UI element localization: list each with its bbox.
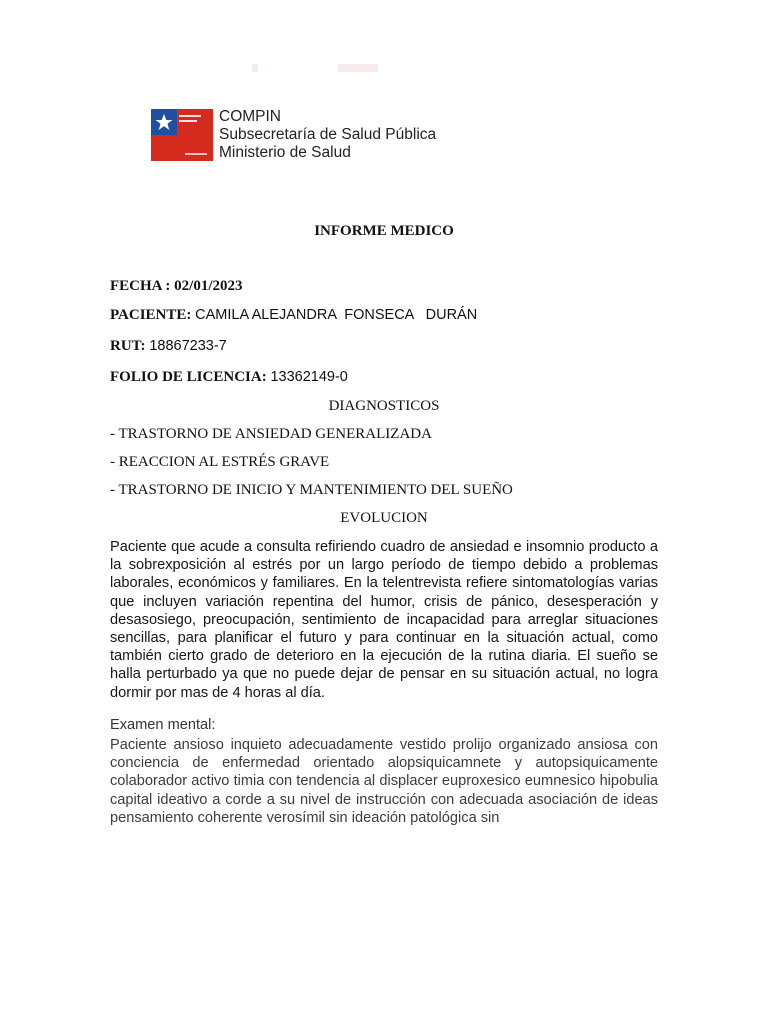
rut-label: RUT:	[110, 338, 146, 354]
paciente-label: PACIENTE:	[110, 307, 192, 323]
fecha-field: FECHA : 02/01/2023	[110, 278, 243, 294]
diagnostico-item: - TRASTORNO DE INICIO Y MANTENIMIENTO DEL SUEÑO	[110, 482, 513, 498]
faint-mark	[252, 64, 258, 72]
report-title: INFORME MEDICO	[314, 223, 454, 239]
folio-label: FOLIO DE LICENCIA:	[110, 369, 267, 385]
paciente-value: CAMILA ALEJANDRA FONSECA DURÁN	[195, 307, 478, 323]
folio-field	[110, 369, 348, 386]
rut-field	[110, 338, 227, 355]
faint-mark	[338, 64, 378, 72]
org-ministerio: Ministerio de Salud	[219, 144, 351, 161]
ministerio-logo	[151, 109, 213, 161]
org-subsecretaria: Subsecretaría de Salud Pública	[219, 126, 437, 143]
header-organization	[219, 108, 436, 162]
diagnostico-item: - TRASTORNO DE ANSIEDAD GENERALIZADA	[110, 426, 432, 442]
rut-value: 18867233-7	[149, 338, 227, 354]
org-name: COMPIN	[219, 108, 281, 125]
paciente-field	[110, 307, 477, 324]
diagnosticos-heading: DIAGNOSTICOS	[328, 398, 440, 414]
examen-mental-paragraph: Paciente ansioso inquieto adecuadamente vestido prolijo organizado ansiosa con conciencia de enfermedad orientado alopsiquicamnete y autopsiquicamente colaborador activo timia con tendencia al displacer euproxesico eumnesico hipobulia capital ideativo a corde a su nivel de instrucción con adecuada asociación de ideas pensamiento coherente verosímil sin ideación patológica sin	[110, 737, 658, 826]
evolucion-heading: EVOLUCION	[340, 510, 428, 526]
examen-mental-label: Examen mental:	[110, 717, 216, 733]
folio-value: 13362149-0	[270, 369, 348, 385]
diagnostico-item: - REACCION AL ESTRÉS GRAVE	[110, 454, 330, 470]
evolucion-paragraph: Paciente que acude a consulta refiriendo cuadro de ansiedad e insomnio producto a la sobrexposición al estrés por un largo período de tiempo debido a problemas laborales, económicos y familiares. En la telentrevista refiere sintomatologías varias que incluyen variación repentina del humor, crisis de pánico, desesperación y desasosiego, preocupación, sentimiento de incapacidad para arreglar situaciones sencillas, para planificar el futuro y para continuar en la situación actual, como también cierto grado de deterioro en la ejecución de la rutina diaria. El sueño se halla perturbado ya que no puede dejar de pensar en su situación actual, no logra dormir por mas de 4 horas al día.	[110, 539, 658, 701]
